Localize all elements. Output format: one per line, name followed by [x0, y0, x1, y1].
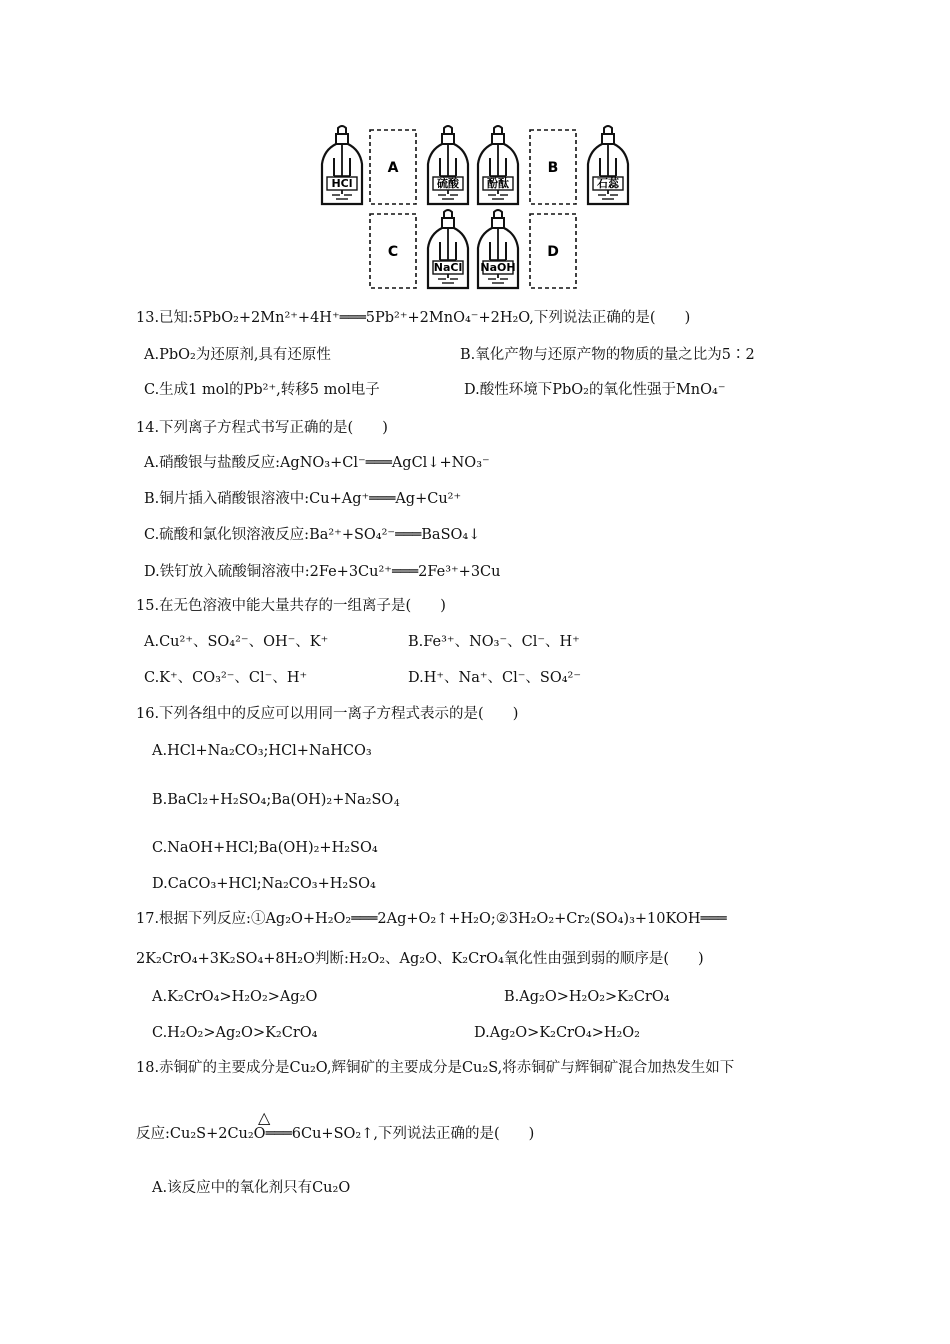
option-17d: D.Ag₂O>K₂CrO₄>H₂O₂ — [474, 1025, 640, 1041]
apparatus-figure — [318, 124, 640, 290]
box-label: A — [387, 160, 399, 176]
question-17-line-1: 17.根据下列反应:①Ag₂O+H₂O₂═══2Ag+O₂↑+H₂O;②3H₂O₂+Cr₂(SO₄)₃+10KOH═══ — [136, 911, 727, 927]
bottle-label: HCl — [331, 177, 353, 190]
bottle-sulfuric-acid — [428, 126, 468, 204]
option-14a: A.硝酸银与盐酸反应:AgNO₃+Cl⁻═══AgCl↓+NO₃⁻ — [144, 455, 490, 471]
question-13: 13.已知:5PbO₂+2Mn²⁺+4H⁺═══5Pb²⁺+2MnO₄⁻+2H₂O,下列说法正确的是( ) — [136, 310, 691, 326]
bottle-label: NaOH — [480, 261, 516, 274]
question-18-line-1: 18.赤铜矿的主要成分是Cu₂O,辉铜矿的主要成分是Cu₂S,将赤铜矿与辉铜矿混合加热发生如下 — [136, 1060, 735, 1076]
box-label: C — [387, 244, 399, 260]
option-17b: B.Ag₂O>H₂O₂>K₂CrO₄ — [504, 989, 670, 1005]
question-18-line-2: 反应:Cu₂S+2Cu₂O═══6Cu+SO₂↑,下列说法正确的是( ) — [136, 1126, 535, 1142]
option-14b: B.铜片插入硝酸银溶液中:Cu+Ag⁺═══Ag+Cu²⁺ — [144, 491, 462, 507]
question-16: 16.下列各组中的反应可以用同一离子方程式表示的是( ) — [136, 706, 519, 722]
option-17c: C.H₂O₂>Ag₂O>K₂CrO₄ — [152, 1025, 318, 1041]
option-16d: D.CaCO₃+HCl;Na₂CO₃+H₂SO₄ — [152, 876, 376, 892]
option-13b: B.氧化产物与还原产物的物质的量之比为5∶2 — [460, 347, 755, 363]
option-16b: B.BaCl₂+H₂SO₄;Ba(OH)₂+Na₂SO — [152, 792, 394, 808]
option-15d: D.H⁺、Na⁺、Cl⁻、SO₄²⁻ — [408, 670, 581, 686]
bottle-label: 石蕊 — [597, 177, 619, 190]
bottle-label: 硫酸 — [437, 177, 459, 190]
bottle-hcl — [322, 126, 362, 204]
option-14c: C.硫酸和氯化钡溶液反应:Ba²⁺+SO₄²⁻═══BaSO₄↓ — [144, 527, 481, 543]
option-16a: A.HCl+Na₂CO₃;HCl+NaHCO₃ — [152, 743, 372, 759]
box-label: D — [547, 244, 559, 260]
option-15a: A.Cu²⁺、SO₄²⁻、OH⁻、K⁺ — [144, 634, 329, 650]
option-15c: C.K⁺、CO₃²⁻、Cl⁻、H⁺ — [144, 670, 308, 686]
option-13c: C.生成1 mol的Pb²⁺,转移5 mol电子 — [144, 382, 380, 398]
bottle-label: NaCl — [433, 261, 463, 274]
option-13d: D.酸性环境下PbO₂的氧化性强于MnO₄⁻ — [464, 382, 726, 398]
option-13a: A.PbO₂为还原剂,具有还原性 — [144, 347, 331, 363]
option-18a: A.该反应中的氧化剂只有Cu₂O — [152, 1180, 351, 1196]
bottle-litmus — [588, 126, 628, 204]
question-15: 15.在无色溶液中能大量共存的一组离子是( ) — [136, 598, 446, 614]
option-14d: D.铁钉放入硫酸铜溶液中:2Fe+3Cu²⁺═══2Fe³⁺+3Cu — [144, 564, 501, 580]
option-17a: A.K₂CrO₄>H₂O₂>Ag₂O — [152, 989, 318, 1005]
bottle-label: 酚酞 — [487, 177, 509, 190]
question-17-line-2: 2K₂CrO₄+3K₂SO₄+8H₂O判断:H₂O₂、Ag₂O、K₂CrO₄氧化性由强到弱的顺序是( ) — [136, 951, 704, 967]
heating-symbol: △ — [258, 1108, 271, 1127]
bottle-naoh — [478, 210, 518, 288]
option-15b: B.Fe³⁺、NO₃⁻、Cl⁻、H⁺ — [408, 634, 580, 650]
box-label: B — [547, 160, 559, 176]
bottle-nacl — [428, 210, 468, 288]
option-16c: C.NaOH+HCl;Ba(OH)₂+H₂SO₄ — [152, 840, 378, 856]
question-14: 14.下列离子方程式书写正确的是( ) — [136, 420, 388, 436]
bottle-phenolphthalein — [478, 126, 518, 204]
option-16b-subscript: 4 — [394, 799, 400, 809]
